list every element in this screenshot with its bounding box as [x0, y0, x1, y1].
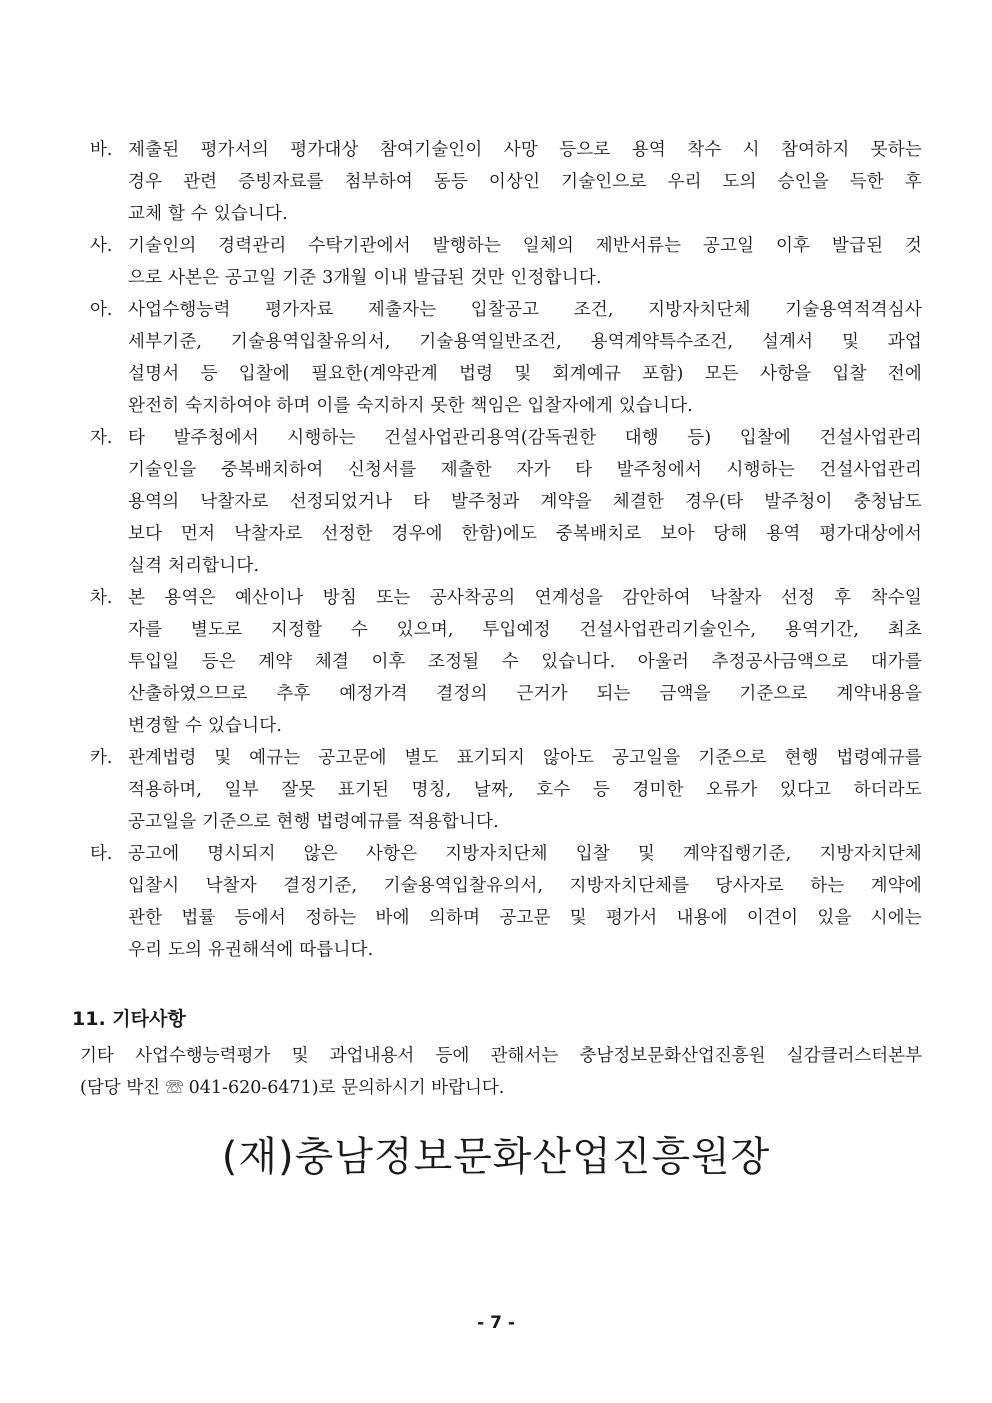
- item-text: [128, 422, 922, 582]
- item-text: [128, 838, 922, 966]
- item-marker: 카.: [90, 748, 113, 768]
- item-text-line: 교체 할 수 있습니다.: [128, 204, 288, 224]
- item-text-line: 사업수행능력 평가자료 제출자는 입찰공고 조건, 지방자치단체 기술용역적격심사: [128, 300, 922, 320]
- item-text-line: 타 발주청에서 시행하는 건설사업관리용역(감독권한 대행 등) 입찰에 건설사업관리: [128, 428, 922, 448]
- organization-title: (재)충남정보문화산업진흥원장: [221, 1134, 771, 1180]
- item-text-line: 본 용역은 예산이나 방침 또는 공사착공의 연계성을 감안하여 낙찰자 선정 후 착수일: [128, 588, 922, 608]
- notice-item: [90, 838, 922, 966]
- page-number: - 7 -: [477, 1313, 515, 1333]
- item-marker: 차.: [90, 588, 113, 608]
- item-text: [128, 230, 922, 294]
- item-text-line: 기술인을 중복배치하여 신청서를 제출한 자가 타 발주청에서 시행하는 건설사업관리: [128, 460, 922, 480]
- item-text-line: 실격 처리합니다.: [128, 556, 260, 576]
- item-text-line: 투입일 등은 계약 체결 이후 조정될 수 있습니다. 아울러 추정공사금액으로 대가를: [128, 652, 922, 672]
- item-text-line: 우리 도의 유권해석에 따릅니다.: [128, 940, 374, 960]
- item-text-line: 관계법령 및 예규는 공고문에 별도 표기되지 않아도 공고일을 기준으로 현행 법령예규를: [128, 748, 922, 768]
- item-text: [128, 582, 922, 742]
- notice-items-list: [90, 134, 922, 966]
- notice-item: [90, 294, 922, 422]
- notice-item: [90, 230, 922, 294]
- item-marker: 바.: [90, 140, 113, 160]
- item-text-line: 완전히 숙지하여야 하며 이를 숙지하지 못한 책임은 입찰자에게 있습니다.: [128, 396, 694, 416]
- section-body-line: 기타 사업수행능력평가 및 과업내용서 등에 관해서는 충남정보문화산업진흥원 실감클러스터본부: [80, 1046, 922, 1066]
- item-text-line: 보다 먼저 낙찰자로 선정한 경우에 한함)에도 중복배치로 보아 당해 용역 평가대상에서: [128, 524, 922, 544]
- item-text: [128, 294, 922, 422]
- item-text-line: 공고에 명시되지 않은 사항은 지방자치단체 입찰 및 계약집행기준, 지방자치단체: [128, 844, 922, 864]
- item-text-line: 용역의 낙찰자로 선정되었거나 타 발주청과 계약을 체결한 경우(타 발주청이 충청남도: [128, 492, 922, 512]
- item-text-line: 으로 사본은 공고일 기준 3개월 이내 발급된 것만 인정합니다.: [128, 268, 602, 288]
- section-heading: 11. 기타사항: [72, 1008, 186, 1030]
- item-text-line: 적용하며, 일부 잘못 표기된 명칭, 날짜, 호수 등 경미한 오류가 있다고 하더라도: [128, 780, 922, 800]
- section-body-line: (담당 박진 ☏ 041-620-6471)로 문의하시기 바랍니다.: [80, 1078, 505, 1098]
- item-marker: 자.: [90, 428, 113, 448]
- item-text-line: 자를 별도로 지정할 수 있으며, 투입예정 건설사업관리기술인수, 용역기간, 최초: [128, 620, 922, 640]
- item-marker: 타.: [90, 844, 113, 864]
- item-text-line: 공고일을 기준으로 현행 법령예규를 적용합니다.: [128, 812, 499, 832]
- item-text-line: 설명서 등 입찰에 필요한(계약관계 법령 및 회계예규 포함) 모든 사항을 입찰 전에: [128, 364, 922, 384]
- section-body: [80, 1040, 922, 1104]
- item-text-line: 산출하였으므로 추후 예정가격 결정의 근거가 되는 금액을 기준으로 계약내용을: [128, 684, 922, 704]
- item-marker: 아.: [90, 300, 113, 320]
- item-text-line: 관한 법률 등에서 정하는 바에 의하며 공고문 및 평가서 내용에 이견이 있을 시에는: [128, 908, 922, 928]
- item-text-line: 세부기준, 기술용역입찰유의서, 기술용역일반조건, 용역계약특수조건, 설계서 및 과업: [128, 332, 922, 352]
- notice-item: [90, 582, 922, 742]
- notice-item: [90, 742, 922, 838]
- item-marker: 사.: [90, 236, 113, 256]
- notice-item: [90, 422, 922, 582]
- item-text-line: 변경할 수 있습니다.: [128, 716, 283, 736]
- item-text-line: 입찰시 낙찰자 결정기준, 기술용역입찰유의서, 지방자치단체를 당사자로 하는 계약에: [128, 876, 922, 896]
- item-text: [128, 742, 922, 838]
- item-text-line: 경우 관련 증빙자료를 첨부하여 동등 이상인 기술인으로 우리 도의 승인을 득한 후: [128, 172, 922, 192]
- notice-item: [90, 134, 922, 230]
- item-text: [128, 134, 922, 230]
- item-text-line: 제출된 평가서의 평가대상 참여기술인이 사망 등으로 용역 착수 시 참여하지 못하는: [128, 140, 922, 160]
- item-text-line: 기술인의 경력관리 수탁기관에서 발행하는 일체의 제반서류는 공고일 이후 발급된 것: [128, 236, 922, 256]
